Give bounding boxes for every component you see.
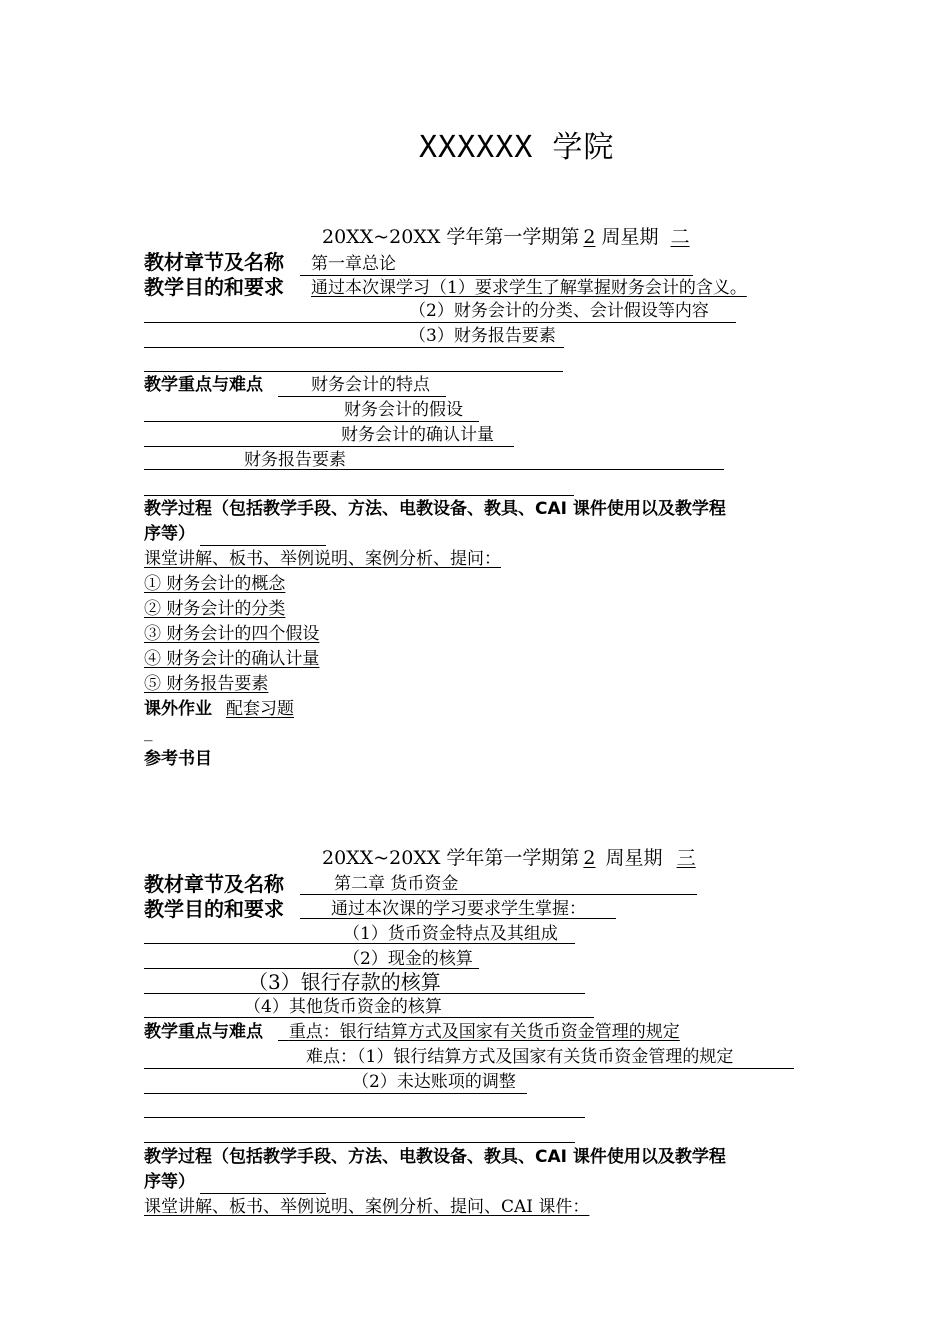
keypoint-underline-2	[144, 421, 479, 422]
keypoint-2: 难点：（1）银行结算方式及国家有关货币资金管理的规定	[306, 1047, 734, 1067]
divider	[144, 371, 563, 372]
process-label-cont: 序等）	[144, 1172, 195, 1192]
semester-prefix: 20XX~20XX 学年第一学期第	[322, 847, 580, 869]
list-item: ④ 财务会计的确认计量	[144, 649, 320, 669]
process-label-cont: 序等）	[144, 524, 195, 544]
objective-label: 教学目的和要求	[144, 897, 284, 921]
process-underline	[200, 1193, 326, 1194]
chapter-label: 教材章节及名称	[144, 250, 284, 274]
chapter-name: 第一章总论	[311, 254, 396, 274]
keypoint-1: 财务会计的特点	[311, 375, 430, 395]
chapter-underline	[300, 275, 693, 276]
teaching-methods: 课堂讲解、板书、举例说明、案例分析、提问、CAI 课件：	[144, 1197, 590, 1217]
divider	[144, 495, 574, 496]
list-item: ① 财务会计的概念	[144, 574, 286, 594]
objective-line-3: （2）现金的核算	[343, 949, 473, 969]
objective-underline-2	[144, 322, 736, 323]
list-item: ② 财务会计的分类	[144, 599, 286, 619]
list-item: ⑤ 财务报告要素	[144, 674, 269, 694]
keypoints-label: 教学重点与难点	[144, 1022, 263, 1042]
weekday-prefix: 周星期	[601, 226, 659, 248]
semester-line	[322, 228, 698, 247]
keypoint-1-text: 重点：银行结算方式及国家有关货币资金管理的规定	[288, 1022, 680, 1042]
objective-line-1: 通过本次课的学习要求学生掌握：	[331, 899, 586, 919]
references-label: 参考书目	[144, 749, 212, 769]
objective-line-4: （3）银行存款的核算	[248, 970, 441, 994]
objective-line-2: （2）财务会计的分类、会计假设等内容	[409, 301, 709, 321]
page-title: XXXXXX 学院	[419, 130, 615, 165]
keypoint-2: 财务会计的假设	[344, 400, 463, 420]
keypoint-3: （2）未达账项的调整	[352, 1072, 516, 1092]
process-underline	[200, 545, 326, 546]
list-item: ③ 财务会计的四个假设	[144, 624, 320, 644]
blank-line: _	[144, 722, 153, 742]
semester-line	[322, 849, 706, 868]
chapter-name: 第二章 货币资金	[334, 874, 459, 894]
weekday-value: 二	[670, 226, 690, 248]
objective-line-3: （3）财务报告要素	[409, 326, 556, 346]
objective-line-2: （1）货币资金特点及其组成	[343, 924, 558, 944]
process-label: 教学过程（包括教学手段、方法、电教设备、教具、CAI 课件使用以及教学程	[144, 499, 726, 519]
objective-underline-3	[144, 347, 564, 348]
keypoint-underline-3	[144, 446, 514, 447]
homework-label: 课外作业	[144, 699, 212, 719]
keypoint-underline-1	[278, 396, 446, 397]
chapter-underline	[300, 894, 697, 895]
weekday-value: 三	[676, 847, 696, 869]
keypoints-label: 教学重点与难点	[144, 375, 263, 395]
weekday-prefix: 周星期	[605, 847, 663, 869]
keypoint-3: 财务会计的确认计量	[341, 425, 494, 445]
keypoint-1	[278, 1024, 680, 1041]
keypoint-underline-3	[144, 1093, 527, 1094]
keypoint-underline-4	[144, 469, 724, 470]
objective-line-1: 通过本次课学习（1）要求学生了解掌握财务会计的含义。	[311, 278, 747, 298]
homework-value: 配套习题	[226, 699, 294, 719]
week-number: 2	[583, 226, 596, 248]
objective-underline-5	[144, 1017, 594, 1018]
keypoint-underline-2	[144, 1068, 794, 1069]
teaching-methods: 课堂讲解、板书、举例说明、案例分析、提问：	[144, 549, 501, 569]
objective-line-5: （4）其他货币资金的核算	[244, 997, 442, 1017]
objective-label: 教学目的和要求	[144, 275, 284, 299]
process-label: 教学过程（包括教学手段、方法、电教设备、教具、CAI 课件使用以及教学程	[144, 1147, 726, 1167]
semester-prefix: 20XX~20XX 学年第一学期第	[322, 226, 580, 248]
divider	[144, 1117, 585, 1118]
divider	[144, 1142, 575, 1143]
keypoint-4: 财务报告要素	[244, 450, 346, 470]
chapter-label: 教材章节及名称	[144, 872, 284, 896]
week-number: 2	[583, 847, 596, 869]
